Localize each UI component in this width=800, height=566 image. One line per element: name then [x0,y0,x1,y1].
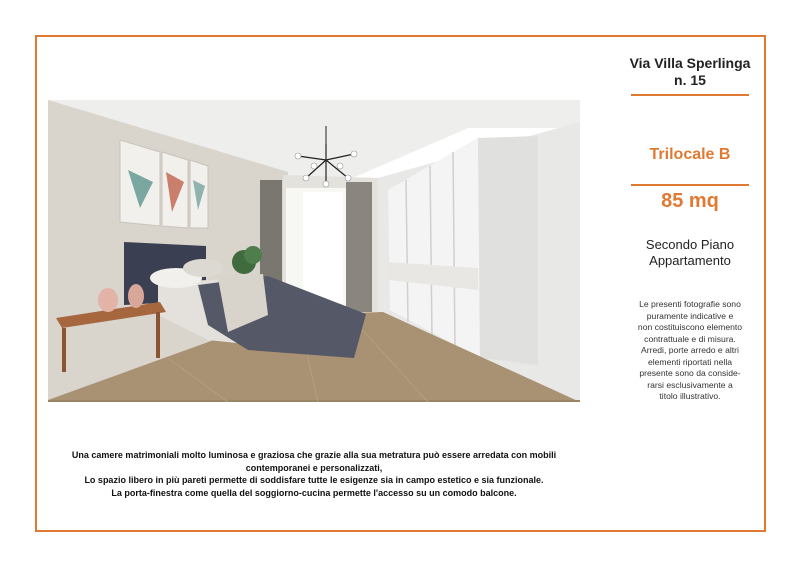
address-rule [631,94,749,96]
unit-name: Trilocale B [649,146,731,163]
disclaimer-line: rarsi esclusivamente a [647,379,733,390]
address-line-1: Via Villa Sperlinga [629,55,751,71]
listing-panel [620,55,760,403]
description-line: Una camere matrimoniali molto luminosa e graziosa che grazie alla sua metratura può essere arredata con mobili [71,450,557,460]
disclaimer-line: presente sono da conside- [639,368,741,378]
disclaimer-line: elementi riportati nella [647,356,733,367]
disclaimer-line: Arredi, porte arredo e altri [641,345,739,355]
description-line: La porta-finestra come quella del soggiorno-cucina permette l'accesso su un comodo balcone. [111,487,517,498]
address-line-2: n. 15 [674,72,706,88]
floor-line-2: Appartamento [649,253,731,268]
disclaimer-line: titolo illustrativo. [659,391,721,401]
disclaimer [620,299,760,403]
disclaimer-line: contrattuale e di misura. [644,333,736,344]
disclaimer-line: puramente indicative e [646,310,734,321]
description-line: Lo spazio libero in più pareti permette di soddisfare tutte le esigenze sia in campo estetico e sia funzionale. [84,475,544,485]
room-description [48,449,580,499]
bedroom-photo [48,100,580,402]
disclaimer-line: Le presenti fotografie sono [639,299,741,309]
disclaimer-line: non costituiscono elemento [637,322,743,332]
area-value: 85 mq [661,190,719,212]
floor-line-1: Secondo Piano [645,237,735,252]
description-line: contemporanei e personalizzati, [245,462,383,473]
area-rule [631,184,749,186]
